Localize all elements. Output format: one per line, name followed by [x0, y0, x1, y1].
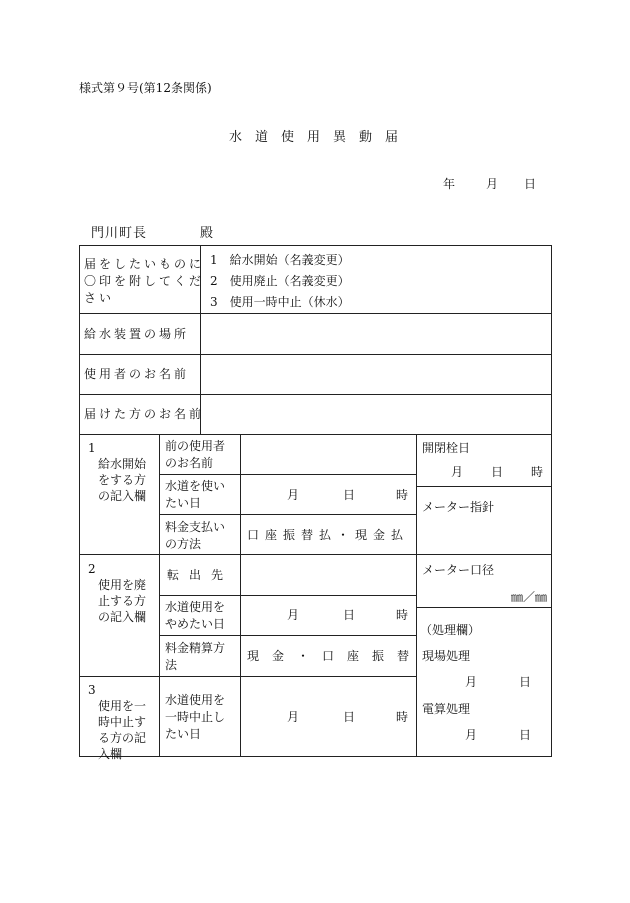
date-month: 月 [486, 177, 499, 191]
section3-label-2: 時中止す [98, 715, 147, 729]
section2-number: 2 [88, 562, 96, 576]
page-title: 水道使用異動届 [228, 130, 411, 145]
start-date-label-1: 水道を使い [165, 479, 226, 493]
start-date-label-2: たい日 [165, 496, 202, 510]
date-day: 日 [524, 177, 537, 191]
computer-processing-month: 月 [465, 728, 478, 742]
payment-method: 口座振替払・現金払 [247, 528, 410, 542]
site-processing-month: 月 [465, 675, 478, 689]
site-processing-day: 日 [519, 675, 532, 689]
section1-label-2: をする方 [98, 473, 147, 487]
instruction-line-1: 届をしたいものに [84, 257, 205, 271]
start-date-day: 日 [343, 488, 356, 502]
settlement-label-2: 法 [165, 658, 178, 672]
computer-processing-day: 日 [519, 728, 532, 742]
option-discontinue: 2 使用廃止（名義変更） [210, 274, 350, 288]
computer-processing-label: 電算処理 [422, 702, 471, 716]
end-date-day: 日 [343, 608, 356, 622]
section2-label-3: の記入欄 [98, 610, 147, 624]
end-date-label-1: 水道使用を [165, 600, 226, 614]
end-date-label-2: やめたい日 [165, 617, 226, 631]
form-reference: 様式第９号(第12条関係) [79, 81, 212, 95]
valve-date-hour: 時 [531, 465, 544, 479]
processing-label: （処理欄） [420, 623, 481, 637]
payment-label-2: の方法 [165, 537, 202, 551]
suspend-date-day: 日 [343, 710, 356, 724]
section2-label-1: 使用を廃 [98, 578, 147, 592]
addressee: 門川町長 [91, 226, 148, 241]
meter-bore-unit: ㎜／㎜ [511, 590, 548, 604]
suspend-date-label-2: 一時中止し [165, 710, 226, 724]
meter-bore-label: メーター口径 [422, 563, 495, 577]
suspend-date-label-3: たい日 [165, 727, 202, 741]
meter-reading-label: メーター指針 [422, 500, 495, 514]
honorific: 殿 [200, 226, 214, 241]
settlement-method: 現金・口座振替 [247, 649, 423, 663]
section3-label-4: 入欄 [98, 747, 123, 761]
suspend-date-month: 月 [287, 710, 300, 724]
applicant-name-label: 届けた方のお名前 [84, 407, 205, 421]
payment-label-1: 料金支払い [165, 520, 226, 534]
option-supply-start: 1 給水開始（名義変更） [210, 253, 350, 267]
instruction-line-2: 〇印を附してくだ [84, 274, 205, 288]
instruction-line-3: さい [84, 291, 115, 305]
section1-label-1: 給水開始 [98, 457, 147, 471]
option-suspend: 3 使用一時中止（休水） [210, 295, 350, 309]
valve-date-day: 日 [491, 465, 504, 479]
end-date-hour: 時 [396, 608, 409, 622]
section3-number: 3 [88, 683, 96, 697]
start-date-hour: 時 [396, 488, 409, 502]
start-date-month: 月 [287, 488, 300, 502]
user-name-label: 使用者のお名前 [84, 367, 190, 381]
section2-label-2: 止する方 [98, 594, 147, 608]
suspend-date-hour: 時 [396, 710, 409, 724]
valve-date-label: 開閉栓日 [422, 441, 471, 455]
prev-user-label-1: 前の使用者 [165, 439, 226, 453]
prev-user-label-2: のお名前 [165, 456, 214, 470]
section3-label-3: る方の記 [98, 731, 147, 745]
section1-label-3: の記入欄 [98, 489, 147, 503]
valve-date-month: 月 [451, 465, 464, 479]
section3-label-1: 使用を一 [98, 699, 147, 713]
supply-location-label: 給水装置の場所 [84, 327, 190, 341]
settlement-label-1: 料金精算方 [165, 641, 226, 655]
end-date-month: 月 [287, 608, 300, 622]
forwarding-label: 転出先 [167, 568, 234, 582]
date-year: 年 [443, 177, 456, 191]
site-processing-label: 現場処理 [422, 649, 471, 663]
section1-number: 1 [88, 441, 96, 455]
suspend-date-label-1: 水道使用を [165, 693, 226, 707]
